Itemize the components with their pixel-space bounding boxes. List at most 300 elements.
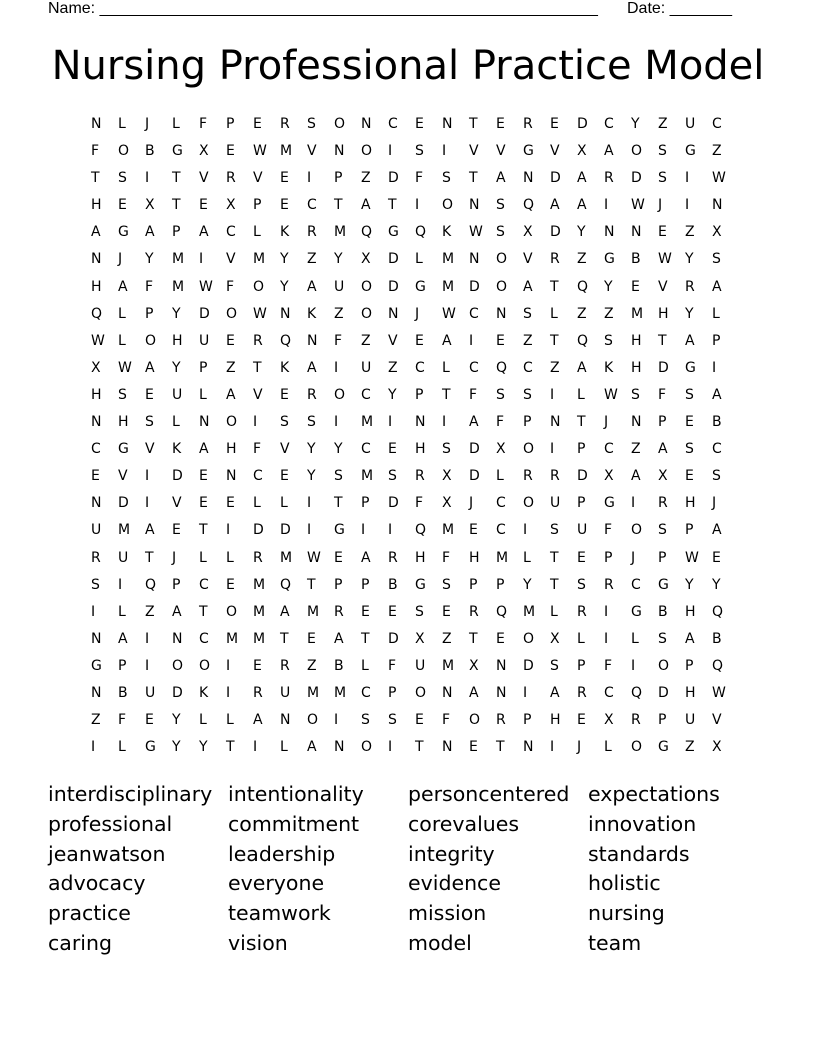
grid-letter: U (415, 657, 426, 674)
grid-letter: Y (199, 739, 208, 756)
grid-letter: V (523, 251, 533, 268)
grid-letter: A (658, 441, 668, 458)
grid-letter: Y (172, 739, 181, 756)
grid-letter: L (577, 386, 585, 403)
date-field-label: Date: _______ (627, 0, 732, 17)
grid-letter: O (361, 739, 373, 756)
grid-letter: Y (334, 441, 343, 458)
word-bank-item: mission (408, 901, 487, 926)
grid-letter: S (307, 116, 316, 132)
grid-letter: C (469, 305, 479, 322)
grid-letter: G (523, 143, 534, 160)
grid-letter: Q (280, 576, 292, 593)
grid-letter: A (523, 278, 533, 295)
grid-letter: N (91, 630, 102, 647)
grid-letter: F (226, 278, 235, 295)
grid-letter: P (577, 495, 586, 512)
grid-letter: X (442, 468, 452, 485)
grid-letter: H (415, 441, 426, 458)
grid-letter: S (118, 386, 127, 403)
grid-letter: P (172, 576, 181, 593)
grid-letter: X (469, 657, 479, 674)
grid-letter: M (253, 630, 266, 647)
grid-letter: N (91, 251, 102, 268)
grid-letter: J (712, 495, 717, 512)
grid-letter: L (118, 603, 126, 620)
grid-letter: Q (712, 657, 724, 674)
grid-letter: A (172, 603, 182, 620)
grid-letter: O (523, 441, 535, 458)
grid-letter: A (577, 359, 587, 376)
grid-letter: Q (712, 603, 724, 620)
word-bank-item: jeanwatson (48, 841, 166, 866)
grid-letter: S (388, 468, 397, 485)
grid-letter: I (253, 414, 258, 431)
grid-letter: T (550, 576, 559, 593)
grid-letter: S (550, 657, 559, 674)
grid-letter: T (658, 332, 667, 349)
grid-letter: S (442, 576, 451, 593)
grid-letter: T (496, 739, 505, 756)
grid-letter: L (172, 414, 180, 431)
grid-letter: Z (442, 630, 452, 647)
grid-letter: I (145, 495, 150, 512)
grid-letter: F (604, 522, 613, 539)
grid-letter: S (361, 712, 370, 729)
grid-letter: E (307, 630, 316, 647)
grid-letter: H (631, 359, 642, 376)
grid-letter: W (469, 224, 483, 241)
grid-letter: E (685, 414, 694, 431)
grid-letter: V (226, 251, 236, 268)
grid-letter: D (577, 468, 588, 485)
grid-letter: I (334, 414, 339, 431)
grid-letter: Y (388, 386, 397, 403)
word-bank-item: team (588, 930, 642, 955)
grid-letter: A (226, 386, 236, 403)
grid-letter: U (334, 278, 345, 295)
grid-letter: K (442, 224, 452, 241)
grid-letter: I (91, 603, 96, 620)
grid-letter: I (118, 576, 123, 593)
grid-letter: X (604, 468, 614, 485)
grid-letter: I (226, 522, 231, 539)
grid-letter: A (550, 197, 560, 214)
grid-letter: P (658, 712, 667, 729)
grid-letter: A (550, 684, 560, 701)
grid-letter: J (577, 739, 582, 756)
grid-letter: A (712, 278, 722, 295)
grid-letter: H (631, 332, 642, 349)
grid-letter: C (388, 116, 398, 132)
grid-letter: M (442, 251, 455, 268)
grid-letter: M (307, 684, 320, 701)
grid-letter: T (307, 576, 316, 593)
word-bank-item: vision (228, 930, 288, 955)
grid-letter: S (550, 522, 559, 539)
grid-letter: P (469, 576, 478, 593)
grid-letter: R (253, 684, 263, 701)
grid-letter: E (226, 143, 235, 160)
grid-letter: H (469, 549, 480, 566)
word-bank-item: integrity (408, 841, 495, 866)
grid-letter: K (604, 359, 614, 376)
grid-letter: N (469, 251, 480, 268)
grid-letter: E (469, 739, 478, 756)
grid-letter: L (712, 305, 720, 322)
grid-letter: O (631, 143, 643, 160)
grid-letter: A (307, 739, 317, 756)
grid-letter: L (496, 468, 504, 485)
grid-letter: C (604, 684, 614, 701)
grid-letter: O (253, 278, 265, 295)
grid-letter: F (253, 441, 262, 458)
grid-letter: E (199, 197, 208, 214)
word-bank-item: commitment (228, 811, 360, 836)
grid-letter: T (172, 197, 181, 214)
grid-letter: N (415, 414, 426, 431)
grid-letter: Z (334, 305, 344, 322)
grid-letter: E (226, 495, 235, 512)
grid-letter: X (145, 197, 155, 214)
grid-letter: R (604, 576, 614, 593)
grid-letter: F (415, 495, 424, 512)
grid-letter: N (712, 197, 723, 214)
grid-letter: V (388, 332, 398, 349)
grid-letter: P (361, 495, 370, 512)
grid-letter: S (712, 251, 721, 268)
grid-letter: B (712, 630, 722, 647)
grid-letter: C (91, 441, 101, 458)
grid-letter: I (145, 657, 150, 674)
grid-letter: F (442, 712, 451, 729)
grid-letter: Q (631, 684, 643, 701)
grid-letter: K (307, 305, 317, 322)
grid-letter: G (685, 143, 696, 160)
grid-letter: E (280, 197, 289, 214)
grid-letter: V (469, 143, 479, 160)
grid-letter: Y (145, 251, 154, 268)
grid-letter: T (145, 549, 154, 566)
grid-letter: I (442, 414, 447, 431)
grid-letter: G (685, 359, 696, 376)
grid-letter: G (172, 143, 183, 160)
grid-letter: F (658, 386, 667, 403)
grid-letter: N (523, 170, 534, 187)
grid-letter: Z (388, 359, 398, 376)
grid-letter: U (685, 116, 696, 132)
grid-letter: F (118, 712, 127, 729)
grid-letter: U (577, 522, 588, 539)
grid-letter: O (442, 197, 454, 214)
grid-letter: E (415, 116, 424, 132)
grid-letter: D (280, 522, 291, 539)
grid-letter: R (577, 603, 587, 620)
grid-letter: Y (280, 278, 289, 295)
grid-letter: D (388, 278, 399, 295)
grid-letter: N (91, 684, 102, 701)
grid-letter: I (469, 332, 474, 349)
grid-letter: D (172, 684, 183, 701)
grid-letter: I (307, 522, 312, 539)
grid-letter: D (658, 359, 669, 376)
grid-letter: I (388, 739, 393, 756)
grid-letter: Q (361, 224, 373, 241)
grid-letter: O (226, 414, 238, 431)
grid-letter: G (658, 576, 669, 593)
grid-letter: K (199, 684, 209, 701)
grid-letter: B (631, 251, 641, 268)
word-bank-item: nursing (588, 901, 665, 926)
grid-letter: P (577, 441, 586, 458)
grid-letter: O (334, 386, 346, 403)
grid-letter: C (469, 359, 479, 376)
grid-letter: M (118, 522, 131, 539)
grid-letter: S (388, 712, 397, 729)
grid-letter: D (577, 116, 588, 132)
grid-letter: E (145, 712, 154, 729)
grid-letter: W (307, 549, 321, 566)
grid-letter: D (388, 170, 399, 187)
grid-letter: L (631, 630, 639, 647)
grid-letter: P (118, 657, 127, 674)
grid-letter: S (496, 224, 505, 241)
grid-letter: D (550, 170, 561, 187)
grid-letter: L (199, 549, 207, 566)
grid-letter: S (523, 305, 532, 322)
grid-letter: D (388, 251, 399, 268)
grid-letter: F (334, 332, 343, 349)
grid-letter: T (172, 170, 181, 187)
grid-letter: R (388, 549, 398, 566)
grid-letter: T (469, 116, 478, 132)
grid-letter: A (469, 414, 479, 431)
grid-letter: A (361, 549, 371, 566)
grid-letter: P (658, 549, 667, 566)
grid-letter: V (712, 712, 722, 729)
grid-letter: W (604, 386, 618, 403)
grid-letter: P (226, 116, 235, 132)
grid-letter: T (226, 739, 235, 756)
grid-letter: G (415, 576, 426, 593)
grid-letter: D (388, 630, 399, 647)
grid-letter: E (172, 522, 181, 539)
grid-letter: L (253, 495, 261, 512)
grid-letter: M (253, 251, 266, 268)
grid-letter: A (604, 143, 614, 160)
grid-letter: V (280, 441, 290, 458)
grid-letter: U (118, 549, 129, 566)
grid-letter: J (118, 251, 123, 268)
grid-letter: J (658, 197, 663, 214)
grid-letter: D (199, 305, 210, 322)
grid-letter: T (199, 603, 208, 620)
grid-letter: H (550, 712, 561, 729)
grid-letter: J (469, 495, 474, 512)
grid-letter: J (415, 305, 420, 322)
grid-letter: Y (685, 576, 694, 593)
grid-letter: E (442, 603, 451, 620)
grid-letter: I (712, 359, 717, 376)
grid-letter: B (658, 603, 668, 620)
grid-letter: G (658, 739, 669, 756)
grid-letter: L (415, 251, 423, 268)
grid-letter: X (226, 197, 236, 214)
grid-letter: A (631, 468, 641, 485)
grid-letter: O (631, 522, 643, 539)
grid-letter: Z (523, 332, 533, 349)
grid-letter: R (523, 116, 533, 132)
grid-letter: O (469, 712, 481, 729)
letter-grid (91, 111, 744, 761)
grid-letter: R (91, 549, 101, 566)
grid-letter: R (307, 224, 317, 241)
grid-letter: I (253, 739, 258, 756)
grid-letter: V (253, 386, 263, 403)
grid-letter: A (118, 630, 128, 647)
grid-letter: E (415, 712, 424, 729)
grid-letter: U (172, 386, 183, 403)
grid-letter: Z (307, 251, 317, 268)
grid-letter: G (118, 441, 129, 458)
grid-letter: T (442, 386, 451, 403)
grid-letter: A (469, 684, 479, 701)
grid-letter: X (712, 224, 722, 241)
grid-letter: F (442, 549, 451, 566)
grid-letter: W (253, 305, 267, 322)
grid-letter: G (145, 739, 156, 756)
grid-letter: E (226, 576, 235, 593)
grid-letter: E (388, 441, 397, 458)
grid-letter: N (280, 712, 291, 729)
grid-letter: C (496, 495, 506, 512)
grid-letter: E (685, 468, 694, 485)
grid-letter: C (361, 441, 371, 458)
grid-letter: S (415, 143, 424, 160)
grid-letter: N (631, 224, 642, 241)
grid-letter: I (685, 197, 690, 214)
grid-letter: S (415, 603, 424, 620)
grid-letter: S (631, 386, 640, 403)
grid-letter: I (550, 739, 555, 756)
grid-letter: U (280, 684, 291, 701)
grid-letter: R (523, 468, 533, 485)
grid-letter: Z (577, 251, 587, 268)
grid-letter: V (550, 143, 560, 160)
grid-letter: D (469, 278, 480, 295)
grid-letter: I (631, 657, 636, 674)
grid-letter: L (118, 116, 126, 132)
grid-letter: A (199, 441, 209, 458)
grid-letter: O (307, 712, 319, 729)
grid-letter: U (685, 712, 696, 729)
grid-letter: M (361, 414, 374, 431)
grid-letter: N (604, 224, 615, 241)
grid-letter: H (91, 278, 102, 295)
grid-letter: Q (145, 576, 157, 593)
grid-letter: K (280, 359, 290, 376)
grid-letter: G (604, 251, 615, 268)
grid-letter: R (226, 170, 236, 187)
grid-letter: R (496, 712, 506, 729)
grid-letter: T (334, 495, 343, 512)
grid-letter: L (442, 359, 450, 376)
grid-letter: N (361, 116, 372, 132)
word-bank-item: standards (588, 841, 690, 866)
word-bank-item: professional (48, 811, 173, 836)
grid-letter: F (415, 170, 424, 187)
word-bank-item: teamwork (228, 901, 331, 926)
grid-letter: E (415, 332, 424, 349)
grid-letter: C (604, 441, 614, 458)
grid-letter: S (442, 170, 451, 187)
grid-letter: O (226, 305, 238, 322)
grid-letter: L (199, 386, 207, 403)
grid-letter: O (361, 305, 373, 322)
grid-letter: T (415, 739, 424, 756)
grid-letter: V (199, 170, 209, 187)
grid-letter: J (172, 549, 177, 566)
grid-letter: A (307, 278, 317, 295)
grid-letter: X (577, 143, 587, 160)
grid-letter: N (496, 305, 507, 322)
grid-letter: P (199, 359, 208, 376)
grid-letter: M (280, 549, 293, 566)
grid-letter: Z (658, 116, 668, 132)
grid-letter: T (550, 332, 559, 349)
word-bank-item: caring (48, 930, 112, 955)
grid-letter: N (442, 739, 453, 756)
grid-letter: Z (712, 143, 722, 160)
grid-letter: I (550, 386, 555, 403)
grid-letter: F (604, 657, 613, 674)
grid-letter: I (550, 441, 555, 458)
grid-letter: R (307, 386, 317, 403)
grid-letter: M (226, 630, 239, 647)
grid-letter: I (442, 143, 447, 160)
grid-letter: X (91, 359, 101, 376)
grid-letter: P (145, 305, 154, 322)
grid-letter: S (334, 468, 343, 485)
grid-letter: R (280, 116, 290, 132)
grid-letter: N (280, 305, 291, 322)
word-bank-item: model (408, 930, 472, 955)
grid-letter: O (334, 116, 346, 132)
grid-letter: Z (145, 603, 155, 620)
grid-letter: C (199, 630, 209, 647)
grid-letter: R (469, 603, 479, 620)
grid-letter: F (388, 657, 397, 674)
grid-letter: M (631, 305, 644, 322)
grid-letter: W (199, 278, 213, 295)
word-bank-item: holistic (588, 871, 661, 896)
grid-letter: H (415, 549, 426, 566)
grid-letter: P (415, 386, 424, 403)
grid-letter: M (523, 603, 536, 620)
grid-letter: E (550, 116, 559, 132)
grid-letter: R (253, 332, 263, 349)
grid-letter: X (658, 468, 668, 485)
grid-letter: L (280, 495, 288, 512)
grid-letter: P (658, 414, 667, 431)
grid-letter: Y (604, 278, 613, 295)
grid-letter: L (199, 712, 207, 729)
grid-letter: I (226, 684, 231, 701)
grid-letter: H (685, 684, 696, 701)
grid-letter: P (172, 224, 181, 241)
grid-letter: W (631, 197, 645, 214)
grid-letter: T (577, 414, 586, 431)
